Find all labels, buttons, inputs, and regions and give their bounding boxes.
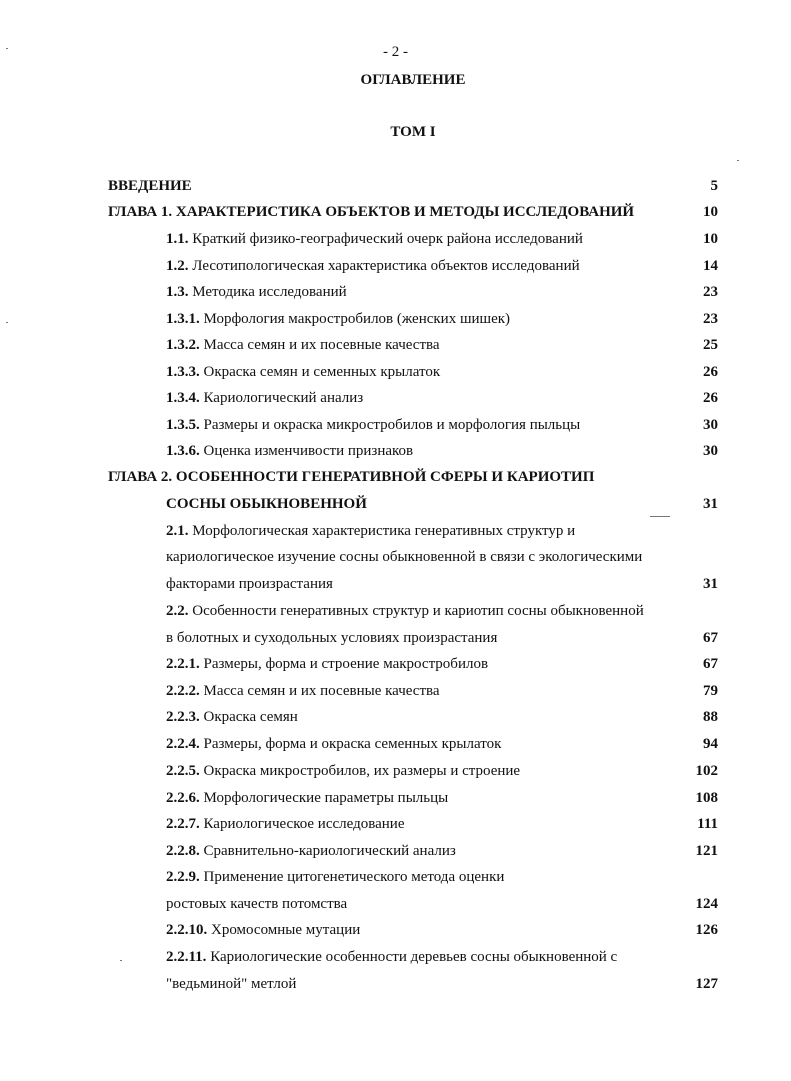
toc-entry: [166, 789, 448, 807]
toc-entry: [166, 921, 360, 939]
toc-entry-text: Окраска семян и семенных крылаток: [203, 364, 441, 380]
toc-title: ОГЛАВЛЕНИЕ: [360, 72, 466, 88]
toc-entry: [166, 895, 347, 913]
toc-entry-text: Кариологический анализ: [203, 390, 364, 406]
toc-entry: [166, 815, 404, 833]
toc-entry-page: 121: [695, 843, 718, 859]
toc-entry: [166, 363, 440, 381]
toc-entry: [166, 948, 617, 966]
toc-entry-text: Окраска микростробилов, их размеры и строение: [203, 763, 521, 779]
toc-entry: [166, 522, 575, 540]
toc-entry-page: 23: [703, 284, 718, 300]
toc-entry: [166, 548, 642, 566]
toc-entry: [108, 203, 634, 221]
toc-entry-text: Размеры, форма и окраска семенных крылаток: [203, 736, 502, 752]
toc-entry-text: Хромосомные мутации: [211, 922, 361, 938]
toc-entry-page: 67: [703, 656, 718, 672]
toc-entry-page: 124: [695, 896, 718, 912]
toc-entry-text: Морфология макростробилов (женских шишек): [203, 311, 511, 327]
toc-entry-page: 111: [697, 816, 718, 832]
toc-entry-page: 102: [695, 763, 718, 779]
toc-entry-number: 1.1.: [166, 231, 189, 247]
toc-entry: [166, 310, 510, 328]
toc-entry-number: 1.3.6.: [166, 443, 200, 459]
toc-entry-text: факторами произрастания: [166, 576, 333, 592]
toc-entry-page: 31: [703, 496, 718, 512]
toc-entry-text: Сравнительно-кариологический анализ: [203, 843, 456, 859]
toc-entry-number: 2.2.11.: [166, 949, 207, 965]
toc-entry-page: 30: [703, 443, 718, 459]
toc-entry-number: 1.3.: [166, 284, 189, 300]
toc-entry-number: 2.2.4.: [166, 736, 200, 752]
toc-entry-number: 2.2.6.: [166, 790, 200, 806]
toc-entry-page: 127: [695, 976, 718, 992]
toc-entry-number: 2.2.: [166, 603, 189, 619]
toc-entry-page: 14: [703, 258, 718, 274]
toc-entry-page: 30: [703, 417, 718, 433]
toc-entry: [166, 442, 413, 460]
toc-entry-text: ростовых качеств потомства: [166, 896, 348, 912]
toc-entry-number: 2.2.7.: [166, 816, 200, 832]
toc-entry-number: 2.2.8.: [166, 843, 200, 859]
toc-entry-page: 31: [703, 576, 718, 592]
toc-entry: [166, 975, 296, 993]
toc-entry: [166, 336, 440, 354]
toc-entry-text: СОСНЫ ОБЫКНОВЕННОЙ: [166, 496, 367, 512]
toc-entry: [166, 230, 583, 248]
toc-entry-text: Морфологические параметры пыльцы: [203, 790, 449, 806]
toc-entry-number: 2.2.9.: [166, 869, 200, 885]
toc-entry: [166, 629, 497, 647]
toc-entry-number: 1.3.5.: [166, 417, 200, 433]
toc-entry-text: Размеры, форма и строение макростробилов: [203, 656, 489, 672]
toc-entry-number: 1.2.: [166, 258, 189, 274]
toc-entry-number: 1.3.2.: [166, 337, 200, 353]
toc-entry-text: Применение цитогенетического метода оценки: [203, 869, 505, 885]
toc-entry-text: Кариологические особенности деревьев сосны обыкновенной с: [210, 949, 618, 965]
toc-entry: [166, 842, 456, 860]
toc-entry-text: ВВЕДЕНИЕ: [108, 178, 192, 194]
toc-entry-text: в болотных и суходольных условиях произрастания: [166, 630, 498, 646]
toc-entry-number: 2.2.2.: [166, 683, 200, 699]
toc-entry-number: 2.2.5.: [166, 763, 200, 779]
toc-entry-number: 2.2.10.: [166, 922, 208, 938]
toc-entry: [166, 735, 501, 753]
toc-entry-text: Масса семян и их посевные качества: [203, 337, 440, 353]
toc-entry: [166, 495, 367, 513]
toc-entry-page: 23: [703, 311, 718, 327]
toc-entry-text: Морфологическая характеристика генеративных структур и: [192, 523, 576, 539]
toc-entry-page: 26: [703, 364, 718, 380]
toc-entry-text: Окраска семян: [203, 709, 298, 725]
volume-heading: ТОМ I: [390, 124, 436, 140]
toc-entry: [166, 575, 333, 593]
toc-entry: [166, 283, 347, 301]
toc-entry: [108, 468, 594, 486]
toc-entry-text: Оценка изменчивости признаков: [203, 443, 414, 459]
toc-entry-text: Масса семян и их посевные качества: [203, 683, 440, 699]
toc-entry: [166, 868, 504, 886]
toc-entry-text: Методика исследований: [192, 284, 347, 300]
toc-entry-text: Особенности генеративных структур и кариотип сосны обыкновенной: [192, 603, 644, 619]
toc-entry: [166, 257, 580, 275]
toc-entry: [166, 389, 363, 407]
toc-entry-page: 108: [695, 790, 718, 806]
toc-entry-page: 10: [703, 204, 718, 220]
toc-entry-number: 1.3.3.: [166, 364, 200, 380]
toc-entry-text: Краткий физико-географический очерк района исследований: [192, 231, 583, 247]
toc-entry-page: 88: [703, 709, 718, 725]
toc-entry-text: ГЛАВА 2. ОСОБЕННОСТИ ГЕНЕРАТИВНОЙ СФЕРЫ И КАРИОТИП: [108, 469, 595, 485]
toc-entry-page: 26: [703, 390, 718, 406]
toc-entry-number: 2.2.3.: [166, 709, 200, 725]
toc-entry-number: 1.3.4.: [166, 390, 200, 406]
toc-entry: [166, 762, 520, 780]
page-number: - 2 -: [383, 44, 408, 60]
toc-entry-page: 67: [703, 630, 718, 646]
toc-entry-text: "ведьминой" метлой: [166, 976, 297, 992]
toc-entry-number: 2.2.1.: [166, 656, 200, 672]
toc-entry-number: 2.1.: [166, 523, 189, 539]
toc-entry: [166, 416, 580, 434]
toc-entry-number: 1.3.1.: [166, 311, 200, 327]
toc-entry-page: 94: [703, 736, 718, 752]
toc-entry-text: ГЛАВА 1. ХАРАКТЕРИСТИКА ОБЪЕКТОВ И МЕТОДЫ ИССЛЕДОВАНИЙ: [108, 204, 635, 220]
toc-entry-text: Лесотипологическая характеристика объектов исследований: [192, 258, 580, 274]
toc-entry: [166, 708, 298, 726]
toc-entry: [108, 177, 192, 195]
toc-entry-page: 10: [703, 231, 718, 247]
toc-entry: [166, 602, 644, 620]
toc-entry-text: Кариологическое исследование: [203, 816, 405, 832]
toc-entry-text: кариологическое изучение сосны обыкновенной в связи с экологическими: [166, 549, 643, 565]
toc-entry-page: 126: [695, 922, 718, 938]
toc-entry: [166, 682, 440, 700]
toc-entry-page: 5: [710, 178, 718, 194]
toc-entry: [166, 655, 488, 673]
toc-entry-page: 79: [703, 683, 718, 699]
toc-entry-page: 25: [703, 337, 718, 353]
toc-entry-text: Размеры и окраска микростробилов и морфология пыльцы: [203, 417, 581, 433]
